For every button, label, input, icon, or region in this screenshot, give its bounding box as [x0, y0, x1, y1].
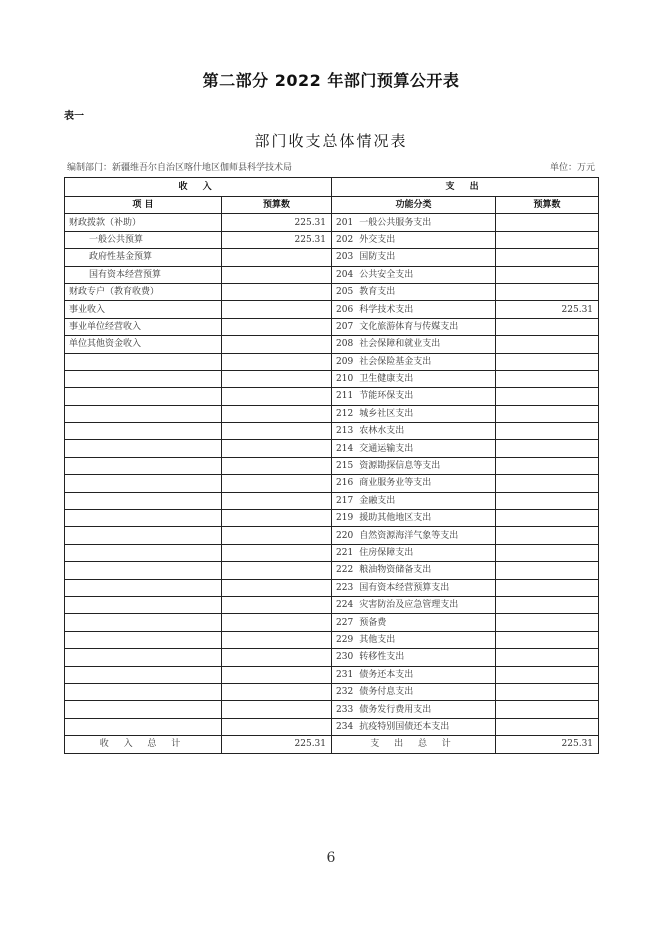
expense-code: 204: [336, 269, 354, 280]
income-item-cell: [65, 649, 222, 666]
income-amount-cell: [222, 649, 332, 666]
expense-name: 金融支出: [359, 495, 396, 506]
table-row: [65, 266, 599, 283]
table-row: [65, 457, 599, 474]
expense-name: 债务发行费用支出: [359, 704, 432, 715]
income-amount-cell: [222, 614, 332, 631]
expense-item-cell: [332, 231, 496, 248]
income-item-cell: [65, 579, 222, 596]
income-item-cell: [65, 353, 222, 370]
expense-name: 商业服务业等支出: [359, 478, 432, 489]
expense-item-cell: [332, 440, 496, 457]
expense-code: 231: [336, 669, 354, 680]
expense-amount-cell: [496, 405, 599, 422]
expense-item-cell: [332, 596, 496, 613]
expense-item-cell: [332, 405, 496, 422]
income-amount-cell: [222, 353, 332, 370]
table-row: [65, 579, 599, 596]
expense-amount-header: 预算数: [496, 197, 599, 214]
expense-item-cell: [332, 283, 496, 300]
expense-amount-cell: [496, 649, 599, 666]
expense-item-cell: [332, 249, 496, 266]
table-meta: [67, 160, 595, 174]
expense-amount-cell: [496, 631, 599, 648]
expense-amount-cell: [496, 266, 599, 283]
expense-item-cell: [332, 510, 496, 527]
expense-item-cell: [332, 718, 496, 735]
expense-item-cell: [332, 614, 496, 631]
expense-item-cell: [332, 214, 496, 231]
expense-code: 233: [336, 704, 354, 715]
expense-code: 220: [336, 530, 354, 541]
expense-code: 221: [336, 548, 354, 558]
table-label: 表一: [64, 111, 84, 122]
expense-code: 203: [336, 252, 354, 263]
group-header-row: [65, 178, 599, 197]
table-row: [65, 475, 599, 492]
expense-amount-cell: [496, 283, 599, 300]
expense-item-cell: [332, 527, 496, 544]
expense-code: 227: [336, 617, 354, 628]
expense-code: 208: [336, 339, 354, 350]
expense-code: 229: [336, 634, 354, 645]
expense-name: 国防支出: [359, 252, 396, 263]
income-item-cell: [65, 457, 222, 474]
expense-item-cell: [332, 683, 496, 700]
expense-code: 211: [336, 391, 354, 402]
expense-code: 230: [336, 652, 354, 663]
table-row: [65, 423, 599, 440]
expense-code: 217: [336, 495, 354, 506]
expense-name: 援助其他地区支出: [359, 513, 432, 524]
expense-name: 交通运输支出: [359, 443, 414, 454]
income-amount-cell: [222, 301, 332, 318]
expense-code: 210: [336, 374, 354, 385]
expense-name: 教育支出: [359, 287, 396, 298]
expense-code: 213: [336, 426, 354, 437]
expense-item-cell: [332, 579, 496, 596]
income-item-cell: [65, 405, 222, 422]
expense-code: 232: [336, 687, 354, 698]
income-amount-cell: [222, 405, 332, 422]
table-row: [65, 405, 599, 422]
expense-name: 社会保险基金支出: [359, 356, 432, 367]
expense-amount-cell: 225.31: [496, 301, 599, 318]
income-item-cell: [65, 614, 222, 631]
expense-amount-cell: [496, 527, 599, 544]
expense-name: 外交支出: [359, 234, 396, 245]
table-row: [65, 614, 599, 631]
expense-name: 资源勘探信息等支出: [359, 461, 441, 472]
expense-item-header: 功能分类: [332, 197, 496, 214]
expense-name: 其他支出: [359, 634, 396, 645]
income-item-cell: 财政拨款（补助）: [65, 214, 222, 231]
income-amount-cell: 225.31: [222, 231, 332, 248]
expense-item-cell: [332, 266, 496, 283]
expense-amount-cell: [496, 388, 599, 405]
expense-code: 212: [336, 408, 354, 419]
income-item-cell: [65, 388, 222, 405]
income-amount-cell: [222, 492, 332, 509]
income-amount-cell: [222, 475, 332, 492]
expense-name: 自然资源海洋气象等支出: [359, 530, 459, 541]
income-amount-cell: [222, 718, 332, 735]
table-row: [65, 631, 599, 648]
income-item-cell: [65, 683, 222, 700]
income-item-cell: 财政专户（教育收费）: [65, 283, 222, 300]
expense-amount-cell: [496, 544, 599, 561]
expense-name: 债务还本支出: [359, 669, 414, 680]
income-item-cell: [65, 440, 222, 457]
table-row: [65, 283, 599, 300]
expense-code: 224: [336, 600, 354, 611]
table-row: [65, 562, 599, 579]
expense-name: 城乡社区支出: [359, 408, 414, 419]
expense-code: 216: [336, 478, 354, 489]
income-amount-cell: [222, 666, 332, 683]
expense-total-label: 支 出 总 计: [332, 736, 496, 753]
income-item-cell: [65, 510, 222, 527]
budget-summary-table: [64, 177, 599, 754]
income-item-cell: [65, 370, 222, 387]
expense-amount-cell: [496, 336, 599, 353]
expense-item-cell: [332, 666, 496, 683]
expense-name: 预备费: [359, 617, 387, 628]
expense-code: 222: [336, 565, 354, 576]
expense-amount-cell: [496, 231, 599, 248]
table-row: [65, 544, 599, 561]
income-amount-cell: [222, 510, 332, 527]
expense-group-header: 支 出: [332, 178, 599, 197]
table-row: [65, 388, 599, 405]
table-row: [65, 510, 599, 527]
income-item-cell: [65, 475, 222, 492]
expense-name: 公共安全支出: [359, 269, 414, 280]
expense-total-amount: 225.31: [496, 736, 599, 753]
income-item-cell: [65, 527, 222, 544]
expense-code: 215: [336, 461, 354, 472]
expense-amount-cell: [496, 718, 599, 735]
table-row: [65, 370, 599, 387]
income-item-cell: 一般公共预算: [65, 231, 222, 248]
expense-item-cell: [332, 562, 496, 579]
expense-name: 住房保障支出: [359, 548, 414, 558]
expense-item-cell: [332, 353, 496, 370]
income-amount-header: 预算数: [222, 197, 332, 214]
table-row: [65, 492, 599, 509]
table-row: [65, 249, 599, 266]
income-amount-cell: [222, 631, 332, 648]
income-item-cell: [65, 701, 222, 718]
expense-code: 206: [336, 304, 354, 315]
expense-code: 209: [336, 356, 354, 367]
income-amount-cell: [222, 562, 332, 579]
expense-name: 科学技术支出: [359, 304, 414, 315]
income-item-cell: [65, 562, 222, 579]
expense-amount-cell: [496, 492, 599, 509]
expense-amount-cell: [496, 353, 599, 370]
table-row: [65, 666, 599, 683]
page-title: 第二部分 2022 年部门预算公开表: [202, 71, 460, 90]
expense-name: 文化旅游体育与传媒支出: [359, 321, 459, 332]
expense-name: 转移性支出: [359, 652, 405, 663]
table-row: [65, 318, 599, 335]
expense-amount-cell: [496, 614, 599, 631]
income-item-cell: [65, 631, 222, 648]
expense-item-cell: [332, 457, 496, 474]
expense-name: 国有资本经营预算支出: [359, 582, 450, 593]
income-item-cell: 政府性基金预算: [65, 249, 222, 266]
income-item-cell: [65, 666, 222, 683]
table-row: [65, 649, 599, 666]
income-amount-cell: [222, 579, 332, 596]
expense-amount-cell: [496, 423, 599, 440]
income-amount-cell: 225.31: [222, 214, 332, 231]
expense-code: 202: [336, 234, 354, 245]
expense-name: 农林水支出: [359, 426, 405, 437]
expense-code: 214: [336, 443, 354, 454]
income-item-cell: [65, 544, 222, 561]
expense-item-cell: [332, 388, 496, 405]
expense-name: 节能环保支出: [359, 391, 414, 402]
table-row: [65, 336, 599, 353]
expense-item-cell: [332, 301, 496, 318]
column-header-row: [65, 197, 599, 214]
expense-item-cell: [332, 544, 496, 561]
expense-name: 一般公共服务支出: [359, 217, 432, 228]
expense-code: 201: [336, 217, 354, 228]
expense-name: 社会保障和就业支出: [359, 339, 441, 350]
income-item-cell: [65, 423, 222, 440]
table-row: [65, 596, 599, 613]
table-title: 部门收支总体情况表: [254, 132, 408, 150]
table-body: [65, 214, 599, 736]
income-amount-cell: [222, 701, 332, 718]
unit-label: 单位：万元: [549, 163, 595, 173]
table-row: [65, 353, 599, 370]
expense-item-cell: [332, 423, 496, 440]
expense-amount-cell: [496, 666, 599, 683]
expense-code: 234: [336, 721, 354, 732]
income-amount-cell: [222, 336, 332, 353]
income-item-cell: [65, 718, 222, 735]
expense-amount-cell: [496, 249, 599, 266]
expense-amount-cell: [496, 579, 599, 596]
income-amount-cell: [222, 457, 332, 474]
expense-amount-cell: [496, 440, 599, 457]
table-row: [65, 718, 599, 735]
income-item-cell: 事业收入: [65, 301, 222, 318]
page-number: 6: [326, 850, 336, 866]
income-total-amount: 225.31: [222, 736, 332, 753]
table-row: [65, 527, 599, 544]
expense-name: 粮油物资储备支出: [359, 565, 432, 576]
expense-name: 债务付息支出: [359, 687, 414, 698]
income-item-cell: 国有资本经营预算: [65, 266, 222, 283]
income-item-cell: [65, 596, 222, 613]
income-item-cell: [65, 492, 222, 509]
expense-item-cell: [332, 318, 496, 335]
income-amount-cell: [222, 283, 332, 300]
expense-name: 灾害防治及应急管理支出: [359, 600, 459, 611]
expense-code: 219: [336, 513, 354, 524]
expense-amount-cell: [496, 701, 599, 718]
income-amount-cell: [222, 388, 332, 405]
expense-name: 抗疫特别国债还本支出: [359, 721, 450, 732]
expense-item-cell: [332, 649, 496, 666]
income-item-cell: 事业单位经营收入: [65, 318, 222, 335]
expense-amount-cell: [496, 562, 599, 579]
income-amount-cell: [222, 266, 332, 283]
expense-item-cell: [332, 475, 496, 492]
expense-amount-cell: [496, 370, 599, 387]
table-row: [65, 301, 599, 318]
income-item-header: 项 目: [65, 197, 222, 214]
totals-row: [65, 736, 599, 753]
table-row: [65, 440, 599, 457]
expense-amount-cell: [496, 457, 599, 474]
expense-item-cell: [332, 492, 496, 509]
expense-amount-cell: [496, 475, 599, 492]
table-row: [65, 683, 599, 700]
expense-amount-cell: [496, 510, 599, 527]
expense-amount-cell: [496, 214, 599, 231]
expense-amount-cell: [496, 683, 599, 700]
income-group-header: 收 入: [65, 178, 332, 197]
expense-item-cell: [332, 701, 496, 718]
expense-name: 卫生健康支出: [359, 374, 414, 385]
expense-code: 223: [336, 582, 354, 593]
income-amount-cell: [222, 370, 332, 387]
expense-code: 205: [336, 287, 354, 298]
expense-amount-cell: [496, 596, 599, 613]
income-amount-cell: [222, 544, 332, 561]
income-amount-cell: [222, 596, 332, 613]
income-amount-cell: [222, 527, 332, 544]
department-label: 编制部门：新疆维吾尔自治区喀什地区伽师县科学技术局: [67, 163, 293, 173]
expense-code: 207: [336, 321, 354, 332]
table-row: [65, 701, 599, 718]
income-amount-cell: [222, 440, 332, 457]
expense-item-cell: [332, 370, 496, 387]
table-row: [65, 231, 599, 248]
income-amount-cell: [222, 249, 332, 266]
income-amount-cell: [222, 423, 332, 440]
expense-item-cell: [332, 631, 496, 648]
table-row: [65, 214, 599, 231]
expense-amount-cell: [496, 318, 599, 335]
expense-item-cell: [332, 336, 496, 353]
income-amount-cell: [222, 683, 332, 700]
income-total-label: 收 入 总 计: [65, 736, 222, 753]
income-item-cell: 单位其他资金收入: [65, 336, 222, 353]
income-amount-cell: [222, 318, 332, 335]
